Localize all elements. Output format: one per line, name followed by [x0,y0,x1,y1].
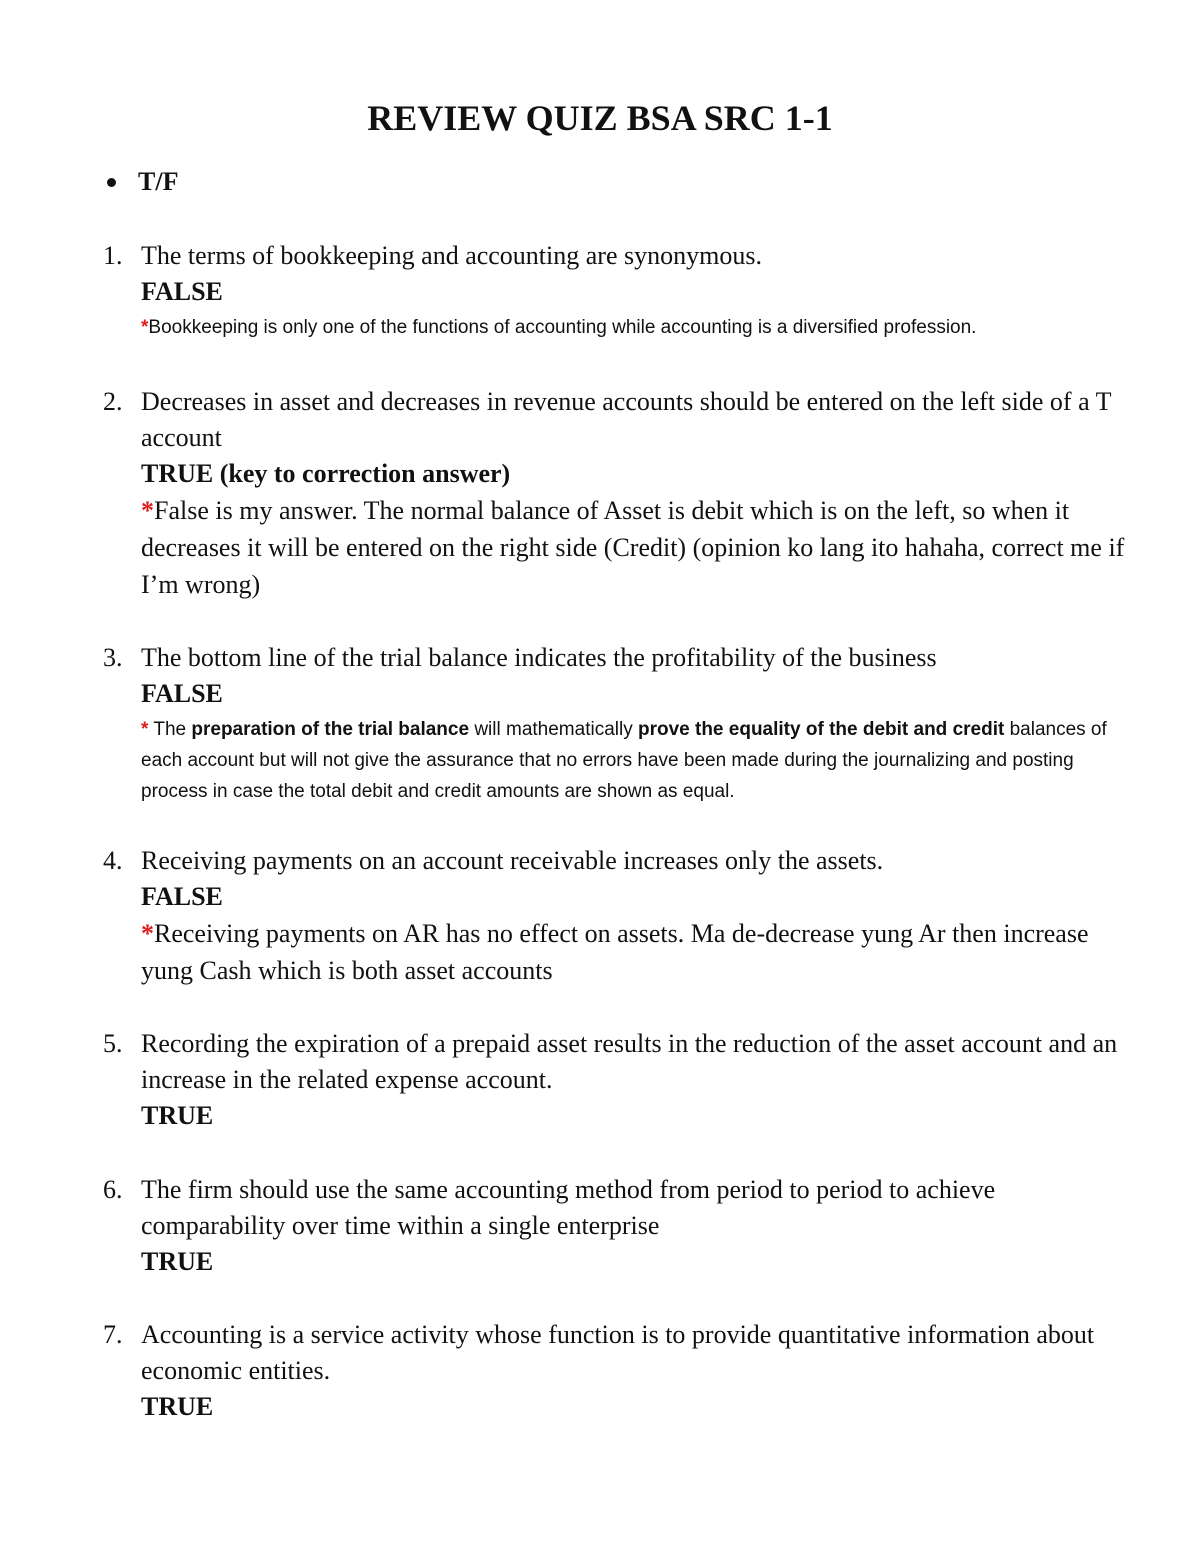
question-item [103,1026,1143,1134]
question-item [103,1317,1143,1425]
answer-note [141,915,1143,989]
page-title: REVIEW QUIZ BSA SRC 1-1 [367,98,833,138]
answer-label: FALSE [141,679,223,708]
answer-label: FALSE [141,277,223,306]
asterisk-mark: * [141,496,154,525]
question-text: Receiving payments on an account receivable increases only the assets. [141,846,884,875]
question-text: Accounting is a service activity whose function is to provide quantitative information about economic entities. [141,1320,1095,1385]
note-text-part: The [148,719,192,740]
question-item [103,1172,1143,1280]
question-item [103,238,1143,343]
answer-label: TRUE (key to correction answer) [141,459,511,488]
question-item [103,640,1143,807]
question-text: Decreases in asset and decreases in revenue accounts should be entered on the left side of a T account [141,387,1112,452]
note-text-part: balances of each account but will not give the assurance that no errors have been made during the journalizing and posting process in case the total debit and credit amounts are shown as equal. [141,719,1107,802]
question-item [103,843,1143,989]
note-text: Bookkeeping is only one of the functions of accounting while accounting is a diversified profession. [148,317,977,338]
bullet-icon [107,178,116,187]
question-number: 2. [103,387,123,416]
section-label: T/F [138,167,179,196]
note-text: False is my answer. The normal balance of Asset is debit which is on the left, so when it decreases it will be entered on the right side (Credit) (opinion ko lang ito hahaha, correct me if I’m wrong) [141,496,1125,599]
answer-note [141,312,1143,343]
question-item [103,384,1143,603]
note-text-bold: prove the equality of the debit and credit [637,719,1005,740]
answer-label: TRUE [141,1392,214,1421]
question-number: 4. [103,846,123,875]
answer-label: TRUE [141,1101,214,1130]
answer-note [141,492,1143,603]
question-number: 3. [103,643,123,672]
answer-note [141,714,1143,807]
question-number: 1. [103,241,123,270]
question-text: The bottom line of the trial balance indicates the profitability of the business [141,643,937,672]
note-text: Receiving payments on AR has no effect on assets. Ma de-decrease yung Ar then increase yung Cash which is both asset accounts [141,919,1089,985]
question-text: The firm should use the same accounting method from period to period to achieve comparability over time within a single enterprise [141,1175,996,1240]
note-text-part: will mathematically [469,719,638,740]
asterisk-mark: * [141,317,149,338]
question-text: Recording the expiration of a prepaid asset results in the reduction of the asset account and an increase in the related expense account. [141,1029,1118,1094]
note-text-bold: preparation of the trial balance [191,719,470,740]
question-number: 7. [103,1320,123,1349]
asterisk-mark: * [141,719,149,740]
asterisk-mark: * [141,919,154,948]
question-number: 5. [103,1029,123,1058]
answer-label: FALSE [141,882,223,911]
question-text: The terms of bookkeeping and accounting are synonymous. [141,241,762,270]
question-number: 6. [103,1175,123,1204]
section-heading [107,166,178,198]
answer-label: TRUE [141,1247,214,1276]
